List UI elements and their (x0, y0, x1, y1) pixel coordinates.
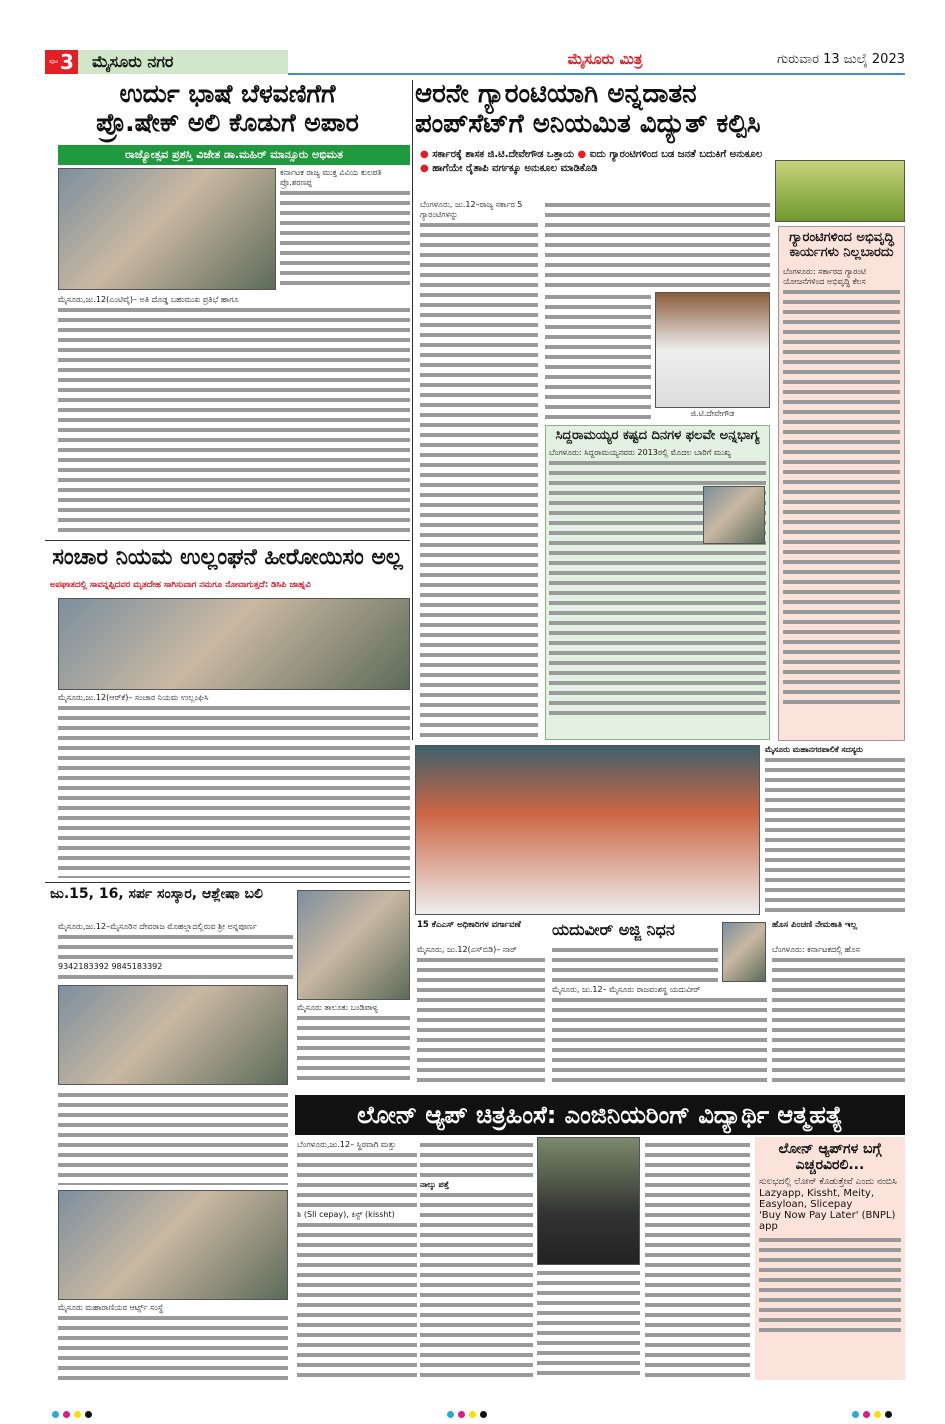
left-bottom-text (58, 1090, 288, 1185)
headline-line: ಉರ್ದು ಭಾಷೆ ಬೆಳವಣಿಗೆಗೆ (119, 79, 336, 108)
yaduveer-headline: ಯದುವೀರ್ ಅಜ್ಜಿ ನಿಧನ (552, 920, 675, 939)
urdu-headline (45, 80, 410, 138)
text-snippet: ಮೈಸೂರು,ಜು.12(ಎಂಟಿವೈ)– ಅತಿ ದೊಡ್ಡ ಬಹುಮುಖ ಪ್ರತಿಭೆ ಹಾಗೂ (58, 295, 410, 305)
development-headline: ಗ್ಯಾರಂಟಿಗಳಿಂದ ಅಭಿವೃದ್ಧಿ ಕಾರ್ಯಗಳು ನಿಲ್ಲಬಾರದು (789, 230, 894, 260)
bullet: ಸರ್ಕಾರಕ್ಕೆ ಶಾಸಕ ಜಿ.ಟಿ.ದೇವೇಗೌಡ ಒತ್ತಾಯ (432, 149, 575, 160)
headline-line: ಆರನೇ ಗ್ಯಾರಂಟಿಯಾಗಿ ಅನ್ನದಾತನ (415, 79, 697, 109)
yaduveer-body-top (552, 945, 718, 983)
bottom-left-body (58, 1303, 288, 1380)
text-snippet: ಬೆಂಗಳೂರು: ಸರ್ಕಾರದ ಗ್ಯಾರಂಟಿ ಯೋಜನೆಗಳಿಂದ ಅಭಿವೃದ್ಧಿ ಕೆಲಸ (783, 267, 900, 287)
pension-body (772, 945, 905, 1085)
politician-photo (655, 292, 770, 408)
loan-col-3 (537, 1268, 640, 1380)
siddaramaiah-photo (703, 486, 765, 544)
guarantee-headline (415, 80, 905, 140)
center-event-photo (415, 745, 760, 915)
registration-marks-right (850, 1403, 894, 1422)
divider (45, 882, 410, 883)
bullet: ಹಾಗೆಯೇ ರೈತಾಪಿ ವರ್ಗಕ್ಕೂ ಅನುಕೂಲ ಮಾಡಿಕೊಡಿ (432, 163, 598, 174)
page-label: ಪುಟ (49, 58, 58, 65)
divider (45, 540, 410, 541)
loan-box-headline: ಲೋನ್ ಆ್ಯಪ್‌ಗಳ ಬಗ್ಗೆ ಎಚ್ಚರವಿರಲಿ... (778, 1141, 882, 1174)
student-photo (537, 1137, 640, 1265)
guarantee-col-2b (545, 292, 651, 420)
yaduveer-body (552, 985, 767, 1085)
loan-col-2 (420, 1140, 533, 1380)
text-snippet: ಮೈಸೂರು, ಜು.12(ಎಸ್‌ಬಿಡಿ)– ನಾರ್ (417, 945, 545, 955)
text-snippet: ಮೈಸೂರು ಮಹಾರಾಣಿಯರ ಆರ್ಟ್ಸ್ ಸಂಸ್ಥೆ (58, 1303, 288, 1313)
text-snippet: ಮೈಸೂರು ತಾಲೂಕು ಬಂಡಿಪಾಳ್ಯ (297, 1003, 410, 1013)
loan-box-bnpl: 'Buy Now Pay Later' (BNPL) app (759, 1210, 896, 1233)
page-badge (45, 50, 78, 74)
siddaramaiah-headline: ಸಿದ್ದರಾಮಯ್ಯರ ಕಷ್ಟದ ದಿನಗಳ ಫಲವೇ ಅನ್ನಭಾಗ್ಯ (555, 428, 760, 443)
traffic-photo (58, 598, 410, 690)
politician-caption: ಜಿ.ಟಿ.ದೇವೇಗೌಡ (655, 409, 770, 419)
urdu-body (58, 295, 410, 537)
headline-line: ಪ್ರೊ.ಷೇಕ್ ಅಲಿ ಕೊಡುಗೆ ಅಪಾರ (96, 107, 359, 137)
pension-headline: ಹೊಸ ಪಿಂಚಣಿ ನೇಮಕಾತಿ ಇಲ್ಲ (772, 920, 858, 930)
loan-headline: ಲೋನ್ ಆ್ಯಪ್ ಚಿತ್ರಹಿಂಸೆ: ಎಂಜಿನಿಯರಿಂಗ್ ವಿದ್ಯಾರ್ಥಿ ಆತ್ಮಹತ್ಯೆ (295, 1095, 905, 1135)
loan-box-body (759, 1235, 901, 1335)
loan-box (755, 1137, 905, 1380)
family-photo (297, 890, 410, 1000)
text-snippet: ನಾಲ್ಕು ಪತ್ತೆ (420, 1180, 533, 1190)
siddaramaiah-box (545, 425, 770, 740)
urdu-photo (58, 168, 276, 290)
traffic-subhead: ಅಪಘಾತದಲ್ಲಿ ಸಾವನ್ನಪ್ಪಿದವರ ಮೃತದೇಹ ಸಾಗಿಸುವಾಗ ನಮಗೂ ನೋವಾಗುತ್ತದೆ: ಡಿಸಿಪಿ ಜಾಹ್ನವಿ (50, 580, 311, 590)
loan-col-1 (297, 1140, 417, 1380)
loan-col-4 (645, 1140, 750, 1380)
pumpset-photo (775, 160, 905, 222)
text-snippet: ಮೈಸೂರು,ಜು.12(ಆರ್‌ಕೆ)– ಸಂಚಾರ ನಿಯಮ ಉಲ್ಲಂಘಿಸಿ (58, 693, 410, 703)
text-snippet: ಮೈಸೂರು ಮಹಾನಗರಪಾಲಿಕೆ ಸದಸ್ಯರು (765, 745, 905, 755)
header-rule (288, 73, 905, 75)
traffic-headline: ಸಂಚಾರ ನಿಯಮ ಉಲ್ಲಂಘನೆ ಹೀರೋಯಿಸಂ ಅಲ್ಲ (52, 545, 403, 570)
text-snippet: ಬೆಂಗಳೂರು, ಜು.12–ರಾಜ್ಯ ಸರ್ಕಾರ 5 ಗ್ಯಾರಂಟಿಗಳನ್ನು (420, 200, 538, 220)
urdu-side-text (280, 168, 410, 290)
text-snippet: ಶಿ (Sli cepay), ಕಿಸ್ಟ್ (kissht) (297, 1210, 417, 1220)
center-photo-caption (765, 745, 905, 915)
loan-box-apps: Lazyapp, Kissht, Meity, Easyloan, Slicepay (759, 1188, 874, 1211)
guarantee-bullets: ● ಸರ್ಕಾರಕ್ಕೆ ಶಾಸಕ ಜಿ.ಟಿ.ದೇವೇಗೌಡ ಒತ್ತಾಯ ● ಐದು ಗ್ಯಾರಂಟಿಗಳಿಂದ ಬಡ ಜನತೆ ಬದುಕಿಗೆ ಅನುಕೂಲ ● ಹಾಗೆಯೇ ರೈತಾಪಿ ವರ್ಗಕ್ಕೂ ಅನುಕೂಲ ಮಾಡಿಕೊಡಿ (420, 149, 763, 174)
sarpa-body (58, 922, 293, 982)
grandmother-photo (722, 922, 766, 982)
phone-number: 9342183392 9845183392 (58, 962, 293, 972)
development-box (778, 226, 905, 741)
kas-headline: 15 ಕೆಎಎಸ್ ಅಧಿಕಾರಿಗಳ ವರ್ಗಾವಣೆ (417, 920, 521, 930)
bullet: ಐದು ಗ್ಯಾರಂಟಿಗಳಿಂದ ಬಡ ಜನತೆ ಬದುಕಿಗೆ ಅನುಕೂಲ (589, 149, 763, 160)
development-body (783, 267, 900, 707)
ceremony-photo (58, 985, 288, 1085)
guarantee-col-2 (545, 200, 770, 290)
text-snippet: ಮೈಸೂರು,ಜು.12–ಮೈಸೂರಿನ ದೇವರಾಜ ಮೊಹಲ್ಲಾದಲ್ಲಿರುವ ಶ್ರೀ ಅನ್ನಪೂರ್ಣ (58, 922, 293, 932)
masthead-logo: ಮೈಸೂರು ಮಿತ್ರ (567, 50, 643, 68)
divider (412, 80, 413, 740)
text-snippet: ಬೆಂಗಳೂರು: ಕರ್ನಾಟಕದಲ್ಲಿ ಹೊಸ (772, 945, 905, 955)
page-number: 3 (59, 50, 74, 74)
urdu-subhead: ರಾಜ್ಯೋತ್ಸವ ಪ್ರಶಸ್ತಿ ವಿಜೇತ ಡಾ.ಮಹಿರ್ ಮಾನ್ಸೂರು ಅಭಿಮತ (58, 145, 410, 165)
registration-marks-center (445, 1403, 489, 1422)
date: ಗುರುವಾರ 13 ಜುಲೈ 2023 (776, 52, 905, 67)
text-snippet: ಬೆಂಗಳೂರು: ಸಿದ್ದರಾಮಯ್ಯನವರು 2013ರಲ್ಲಿ ಮೊದಲ ಬಾರಿಗೆ ಮುಖ್ಯ (549, 448, 766, 458)
sarpa-headline: ಜು.15, 16, ಸರ್ಪ ಸಂಸ್ಕಾರ, ಆಶ್ಲೇಷಾ ಬಲಿ (50, 886, 263, 902)
family-caption (297, 1003, 410, 1083)
section-title: ಮೈಸೂರು ನಗರ (78, 50, 288, 74)
traffic-body (58, 693, 410, 878)
guarantee-col-1 (420, 200, 538, 740)
loan-box-lead: ಸುಲಭದಲ್ಲಿ ಲೋನ್ ಕೊಡುತ್ತೇವೆ ಎಂದು ನಂಬಿಸಿ (759, 1177, 897, 1188)
award-photo (58, 1190, 288, 1300)
text-snippet: ಮೈಸೂರು, ಜು.12– ಮೈಸೂರು ರಾಜವಂಶಸ್ಥ ಯದುವೀರ್ (552, 985, 767, 995)
text-snippet: ಕರ್ನಾಟಕ ರಾಜ್ಯ ಮುಕ್ತ ವಿವಿಯ ಕುಲಪತಿ ಪ್ರೊ.ಶರಣಪ್ಪ (280, 168, 410, 188)
headline-line: ಪಂಪ್‌ಸೆಟ್‌ಗೆ ಅನಿಯಮಿತ ವಿದ್ಯುತ್ ಕಲ್ಪಿಸಿ (415, 108, 761, 139)
kas-body (417, 945, 545, 1085)
text-snippet: ಬೆಂಗಳೂರು,ಜು.12– ಸ್ಥಿರವಾಗಿ ಮತ್ತು (297, 1140, 417, 1150)
registration-marks-left (50, 1403, 94, 1422)
